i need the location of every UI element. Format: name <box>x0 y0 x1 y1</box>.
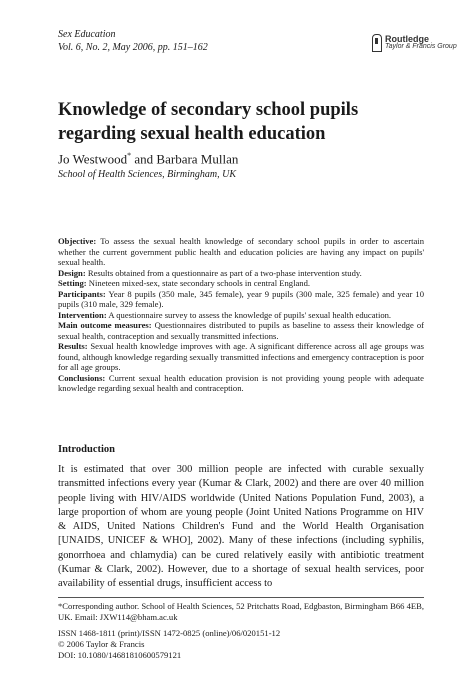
introduction-body <box>58 463 424 592</box>
abstract-text: Sexual health knowledge improves with age. A significant difference across all age groups was found, although knowledge regarding sexually transmitted infections and emergency contraception is poor for all age groups. <box>58 341 424 372</box>
doi: DOI: 10.1080/14681810600579121 <box>58 650 182 660</box>
abstract-outcome-measures <box>58 320 424 341</box>
publisher-tagline: Taylor & Francis Group <box>385 43 457 50</box>
publisher-logo <box>372 34 457 52</box>
introduction-paragraph: It is estimated that over 300 million people are infected with curable sexually transmitted infections every year (Kumar & Clark, 2002) and there are over 40 million people living with HIV/AIDS worldwide (United Nations Population Fund, 2003), a large proportion of whom are young people (Joint United Nations Programme on HIV & AIDS, United Nations Children's Fund and the World Health Organisation [UNAIDS, UNICEF & WHO], 2002). Many of these infections (including syphilis, gonorrhoea and chlamydia) can be cured relatively easily with antibiotic treatment (Kumar & Clark, 2002). However, due to a shortage of sexual health services, poor availability of essential drugs, insufficient access to <box>58 464 424 590</box>
abstract-text: To assess the sexual health knowledge of secondary school pupils in order to ascertain whether the current government public health and education policies are having any impact on pupils' sexual health. <box>58 236 424 267</box>
abstract-label: Main outcome measures: <box>58 320 152 330</box>
abstract-text: Current sexual health education provision is not providing young people with adequate knowledge regarding sexual health and contraception. <box>58 372 424 393</box>
abstract-text: A questionnaire survey to assess the knowledge of pupils' sexual health education. <box>106 309 392 320</box>
abstract-label: Participants: <box>58 288 106 299</box>
journal-citation: Vol. 6, No. 2, May 2006, pp. 151–162 <box>58 42 208 53</box>
journal-name: Sex Education <box>58 29 116 40</box>
footnote-divider <box>58 597 424 598</box>
abstract-intervention <box>58 310 424 321</box>
abstract-label: Design: <box>58 267 86 278</box>
author-first: Jo Westwood <box>58 151 128 167</box>
abstract <box>58 236 424 394</box>
abstract-label: Conclusions: <box>58 372 106 383</box>
author-second: Barbara Mullan <box>156 151 239 167</box>
abstract-label: Intervention: <box>58 309 107 320</box>
author-conjunction: and <box>131 151 157 167</box>
abstract-text: Questionnaires distributed to pupils as baseline to assess their knowledge of sexual health, contraception and sexually transmitted infections. <box>58 320 424 341</box>
publisher-name: Routledge <box>385 34 429 44</box>
affiliation: School of Health Sciences, Birmingham, UK <box>58 169 237 180</box>
corresponding-marker: * <box>127 151 132 160</box>
abstract-setting <box>58 278 424 289</box>
abstract-text: Year 8 pupils (350 male, 345 female), year 9 pupils (300 male, 325 female) and year 10 pupils (310 male, 329 female). <box>58 288 424 309</box>
abstract-results <box>58 341 424 373</box>
publication-meta <box>58 628 280 661</box>
abstract-label: Objective: <box>58 236 97 246</box>
section-heading-introduction: Introduction <box>58 444 115 455</box>
article-title: Knowledge of secondary school pupils regarding sexual health education <box>58 100 359 144</box>
journal-header <box>58 28 208 54</box>
footnote-text: *Corresponding author. School of Health Sciences, 52 Pritchatts Road, Edgbaston, Birmingham B66 4EB, UK. Email: JXW114@bham.ac.uk <box>58 601 424 622</box>
abstract-objective <box>58 236 424 268</box>
author-list <box>58 151 238 167</box>
corresponding-author-footnote <box>58 601 424 623</box>
issn: ISSN 1468-1811 (print)/ISSN 1472-0825 (online)/06/020151-12 <box>58 628 281 638</box>
abstract-text: Results obtained from a questionnaire as part of a two-phase intervention study. <box>85 267 362 278</box>
copyright: © 2006 Taylor & Francis <box>58 639 145 649</box>
abstract-participants <box>58 289 424 310</box>
abstract-design <box>58 268 424 279</box>
abstract-text: Nineteen mixed-sex, state secondary schools in central England. <box>86 278 311 288</box>
routledge-logo-icon <box>372 34 382 52</box>
abstract-conclusions <box>58 373 424 394</box>
abstract-label: Results: <box>58 341 88 351</box>
abstract-label: Setting: <box>58 278 87 288</box>
